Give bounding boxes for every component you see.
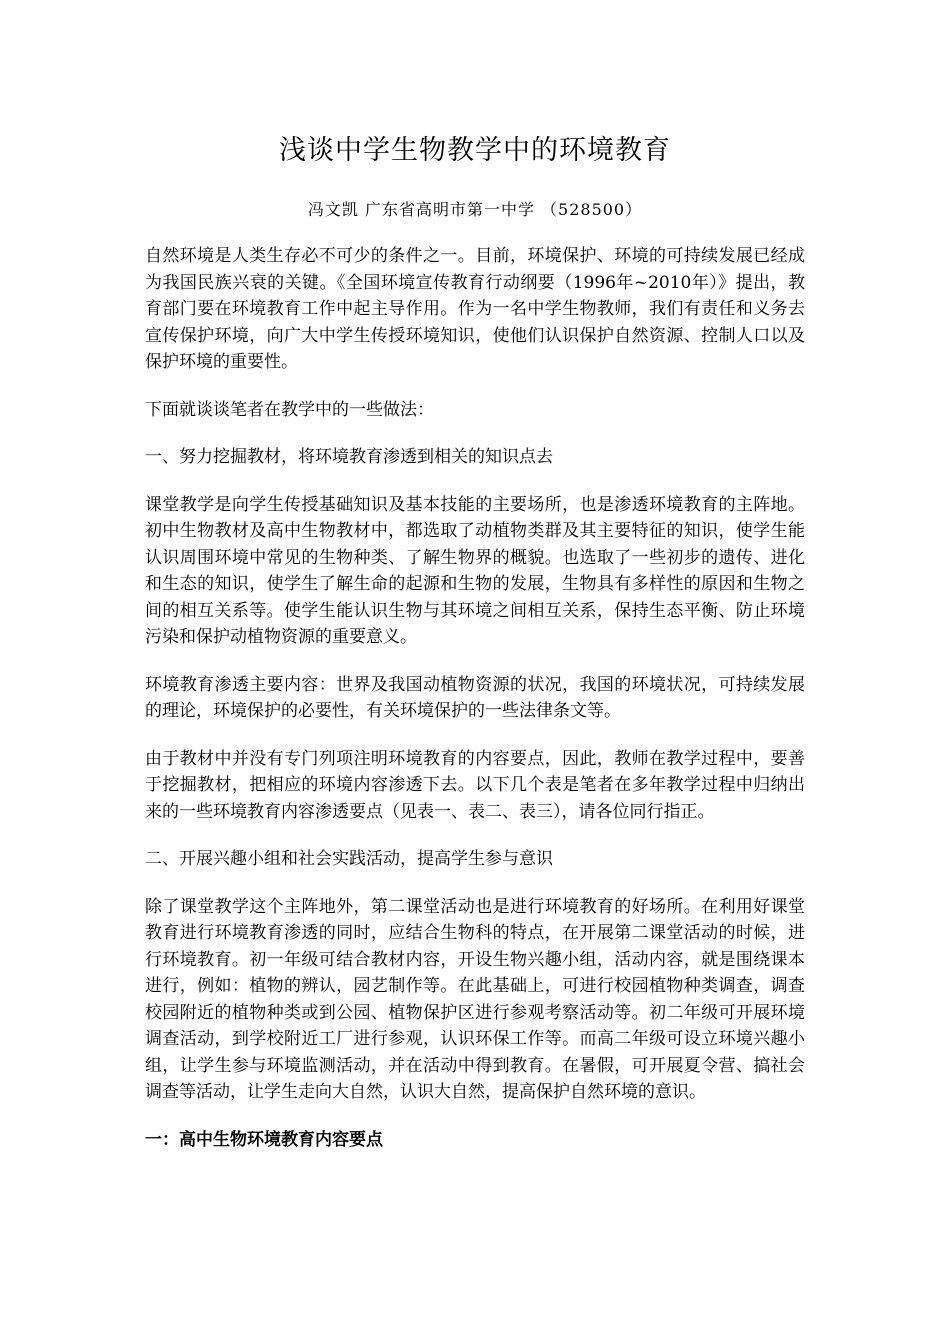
document-title: 浅谈中学生物教学中的环境教育 (279, 135, 671, 166)
paragraph-lead-in: 下面就谈谈笔者在教学中的一些做法： (145, 399, 434, 420)
paragraph-content: 环境教育渗透主要内容：世界及我国动植物资源的状况，我国的环境状况，可持续发展的理论，环境保护的必要性，有关环境保护的一些法律条文等。 (145, 674, 805, 721)
paragraph-classroom: 课堂教学是向学生传授基础知识及基本技能的主要场所，也是渗透环境教育的主阵地。初中生物教材及高中生物教材中，都选取了动植物类群及其主要特征的知识，使学生能认识周围环境中常见的生物种类、了解生物界的概貌。也选取了一些初步的遗传、进化和生态的知识，使学生了解生命的起源和生物的发展，生物具有多样性的原因和生物之间的相互关系等。使学生能认识生物与其环境之间相互关系，保持生态平衡、防止环境污染和保护动植物资源的重要意义。 (145, 494, 805, 647)
author-line: 冯文凯 广东省高明市第一中学 （528500） (307, 200, 643, 219)
paragraph-intro: 自然环境是人类生存必不可少的条件之一。目前，环境保护、环境的可持续发展已经成为我国民族兴衰的关键。《全国环境宣传教育行动纲要（1996年~2010年）》提出，教育部门要在环境教育工作中起主导作用。作为一名中学生物教师，我们有责任和义务去宣传保护环境，向广大中学生传授环境知识，使他们认识保护自然资源、控制人口以及保护环境的重要性。 (145, 246, 805, 372)
paragraph-materials: 由于教材中并没有专门列项注明环境教育的内容要点，因此，教师在教学过程中，要善于挖掘教材，把相应的环境内容渗透下去。以下几个表是笔者在多年教学过程中归纳出来的一些环境教育内容渗透要点（见表一、表二、表三），请各位同行指正。 (145, 748, 805, 822)
paragraph-activities: 除了课堂教学这个主阵地外，第二课堂活动也是进行环境教育的好场所。在利用好课堂教育进行环境教育渗透的同时，应结合生物科的特点，在开展第二课堂活动的时候，进行环境教育。初一年级可结合教材内容，开设生物兴趣小组，活动内容，就是围绕课本进行，例如：植物的辨认，园艺制作等。在此基础上，可进行校园植物种类调查，调查校园附近的植物种类或到公园、植物保护区进行参观考察活动等。初二年级可开展环境调查活动，到学校附近工厂进行参观，认识环保工作等。而高二年级可设立环境兴趣小组，让学生参与环境监测活动，并在活动中得到教育。在暑假，可开展夏令营、搞社会调查等活动，让学生走向大自然，认识大自然，提高保护自然环境的意识。 (145, 896, 805, 1102)
table-heading-1: 一：高中生物环境教育内容要点 (145, 1129, 383, 1150)
section-heading-1: 一、努力挖掘教材，将环境教育渗透到相关的知识点去 (145, 447, 553, 467)
document-body (145, 243, 805, 1174)
section-heading-2: 二、开展兴趣小组和社会实践活动，提高学生参与意识 (145, 849, 553, 869)
